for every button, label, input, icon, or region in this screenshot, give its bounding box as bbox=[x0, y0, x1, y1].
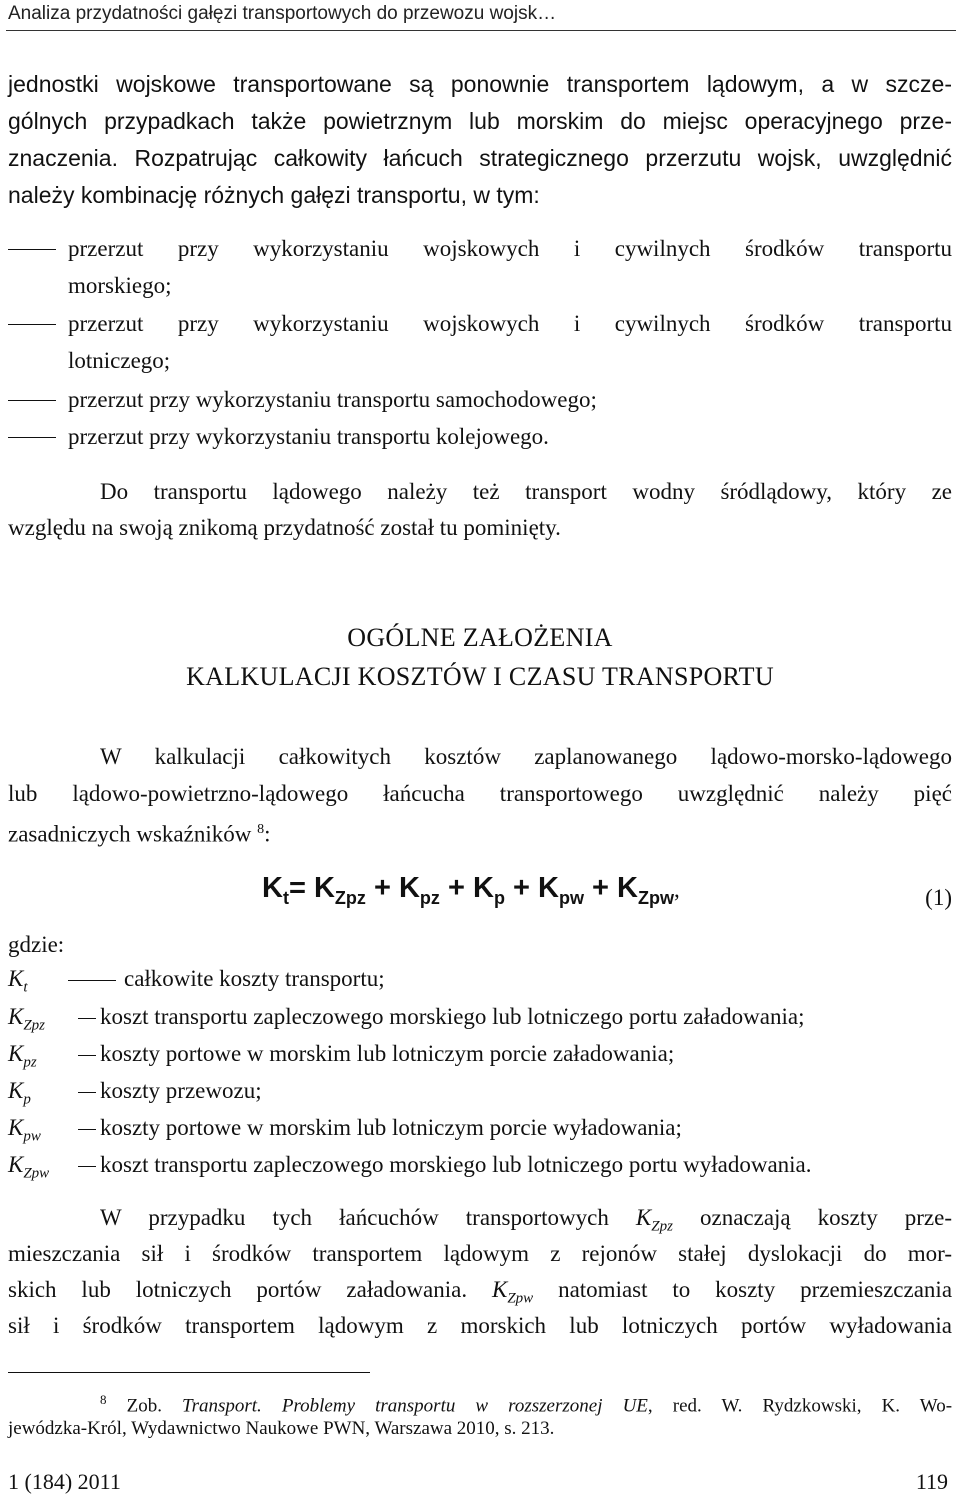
footnote-rule bbox=[8, 1372, 370, 1373]
section-heading-line-2: KALKULACJI KOSZTÓW I CZASU TRANSPORTU bbox=[186, 662, 774, 691]
where-label: gdzie: bbox=[8, 932, 65, 957]
para4-line-3: skich lub lotniczych portów załadowania. $K_{Zpw}$ natomiast to koszty przemieszczania bbox=[8, 1277, 953, 1307]
def-text: koszty portowe w morskim lub lotniczym porcie wyładowania; bbox=[78, 1115, 682, 1141]
equation-number: (1) bbox=[925, 885, 952, 910]
bullet-dash bbox=[8, 400, 56, 401]
running-header: Analiza przydatności gałęzi transportowych do przewozu wojsk… bbox=[8, 3, 557, 24]
def-text: koszty przewozu; bbox=[78, 1078, 262, 1104]
bullet-2-line-1: przerzut przy wykorzystaniu wojskowych i cywilnych środków transportu bbox=[68, 311, 952, 336]
def-symbol: $K_t$ bbox=[8, 966, 28, 996]
bullet-4: przerzut przy wykorzystaniu transportu kolejowego. bbox=[68, 424, 549, 449]
para3-line-2: lub lądowo-powietrzno-lądowego łańcucha transportowego uwzględnić należy pięć bbox=[8, 781, 952, 806]
para3-line-3: zasadniczych wskaźników $^8$: bbox=[8, 821, 271, 847]
para4-line-4: sił i środków transportem lądowym z morskich lub lotniczych portów wyładowania bbox=[8, 1313, 952, 1338]
para2-line-1: Do transportu lądowego należy też transport wodny śródlądowy, który ze bbox=[100, 479, 952, 504]
bullet-dash bbox=[8, 249, 56, 250]
bullet-3: przerzut przy wykorzystaniu transportu samochodowego; bbox=[68, 387, 597, 412]
footnote-line-1: $^8$ Zob. Transport. Problemy transportu w rozszerzonej UE, red. W. Rydzkowski, K. Wo- bbox=[100, 1392, 953, 1417]
bullet-dash bbox=[8, 437, 56, 438]
issue-number: 1 (184) 2011 bbox=[8, 1469, 121, 1494]
def-symbol: $K_p$ bbox=[8, 1078, 31, 1108]
def-symbol: $K_{Zpw}$ bbox=[8, 1152, 50, 1182]
intro-line-4: należy kombinację różnych gałęzi transportu, w tym: bbox=[8, 182, 540, 208]
def-text: całkowite koszty transportu; bbox=[68, 966, 385, 992]
section-heading-line-1: OGÓLNE ZAŁOŻENIA bbox=[347, 623, 613, 652]
footnote-ref: 8 bbox=[257, 822, 265, 837]
def-text: koszt transportu zapleczowego morskiego lub lotniczego portu wyładowania. bbox=[78, 1152, 812, 1178]
def-text: koszty portowe w morskim lub lotniczym porcie załadowania; bbox=[78, 1041, 674, 1067]
cost-formula: $K_t= K_{Zpz} + K_{pz} + K_p + K_{pw} + K_{Zpw}$, bbox=[262, 872, 680, 908]
page-number: 119 bbox=[915, 1469, 948, 1494]
para4-line-2: mieszczania sił i środków transportem lądowym z rejonów stałej dyslokacji do mor- bbox=[8, 1241, 952, 1266]
bullet-dash bbox=[8, 324, 56, 325]
header-rule bbox=[6, 30, 956, 31]
bullet-2-line-2: lotniczego; bbox=[68, 348, 171, 373]
intro-line-3: znaczenia. Rozpatrując całkowity łańcuch strategicznego przerzutu wojsk, uwzględnić bbox=[8, 145, 952, 171]
bullet-1-line-1: przerzut przy wykorzystaniu wojskowych i cywilnych środków transportu bbox=[68, 236, 952, 261]
para3-line-1: W kalkulacji całkowitych kosztów zaplanowanego lądowo-morsko-lądowego bbox=[100, 744, 952, 769]
intro-line-2: gólnych przypadkach także powietrznym lub morskim do miejsc operacyjnego prze- bbox=[8, 108, 952, 134]
intro-line-1: jednostki wojskowe transportowane są ponownie transportem lądowym, a w szcze- bbox=[8, 71, 952, 97]
def-symbol: $K_{Zpz}$ bbox=[8, 1004, 46, 1034]
def-text: koszt transportu zapleczowego morskiego lub lotniczego portu załadowania; bbox=[78, 1004, 804, 1030]
para2-line-2: względu na swoją znikomą przydatność został tu pominięty. bbox=[8, 515, 561, 540]
bullet-1-line-2: morskiego; bbox=[68, 273, 172, 298]
def-symbol: $K_{pz}$ bbox=[8, 1041, 37, 1071]
para4-line-1: W przypadku tych łańcuchów transportowych $K_{Zpz}$ oznaczają koszty prze- bbox=[100, 1205, 952, 1235]
def-symbol: $K_{pw}$ bbox=[8, 1115, 41, 1145]
footnote-line-2: jewódzka-Król, Wydawnictwo Naukowe PWN, Warszawa 2010, s. 213. bbox=[8, 1418, 555, 1439]
